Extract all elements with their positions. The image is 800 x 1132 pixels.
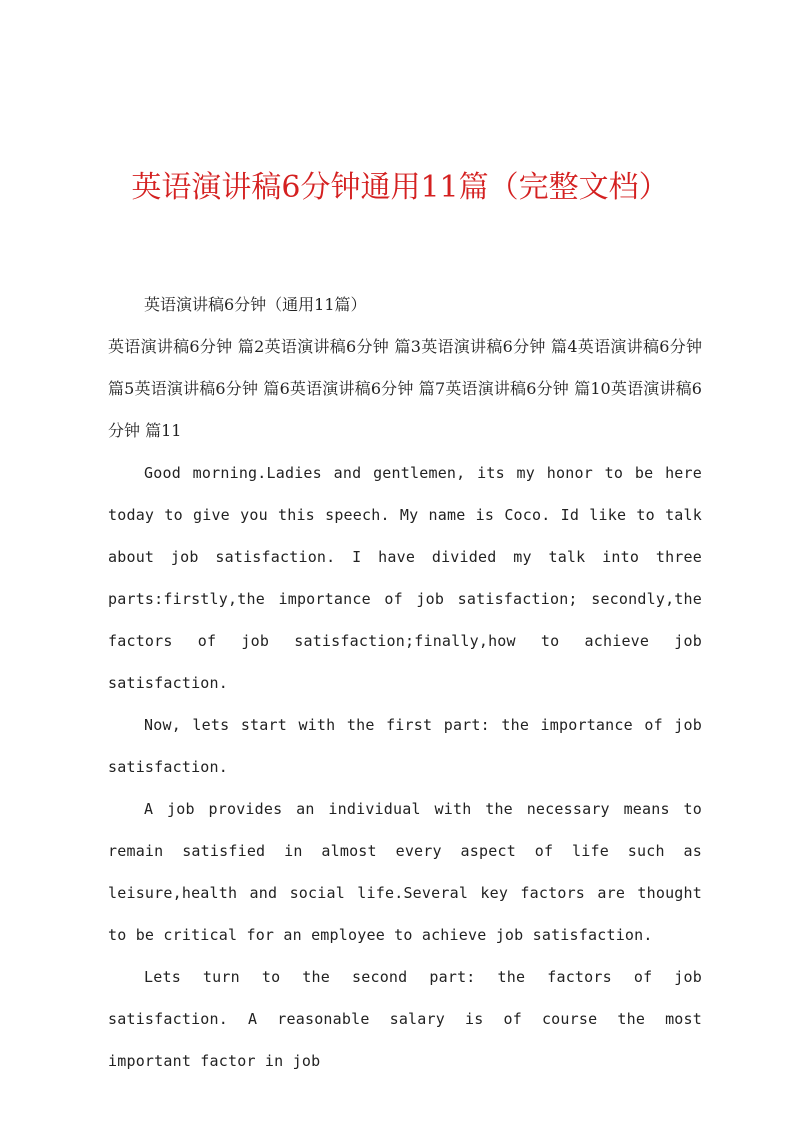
table-of-contents: 英语演讲稿6分钟 篇2英语演讲稿6分钟 篇3英语演讲稿6分钟 篇4英语演讲稿6分钟 篇5英语演讲稿6分钟 篇6英语演讲稿6分钟 篇7英语演讲稿6分钟 篇10英语演讲稿6分钟 篇11 bbox=[108, 337, 702, 440]
body-paragraph-4: Lets turn to the second part: the factors of job satisfaction. A reasonable salary is of course the most important factor in job bbox=[108, 968, 702, 1070]
body-paragraph-2: Now, lets start with the first part: the importance of job satisfaction. bbox=[108, 716, 702, 776]
document-subtitle: 英语演讲稿6分钟（通用11篇） bbox=[144, 295, 367, 314]
body-paragraph-1: Good morning.Ladies and gentlemen, its my honor to be here today to give you this speech. My name is Coco. Id like to talk about job satisfaction. I have divided my talk into three parts:firstly,the importance of job satisfaction; secondly,the factors of job satisfaction;finally,how to achieve job satisfaction. bbox=[108, 464, 702, 692]
body-paragraph-3: A job provides an individual with the necessary means to remain satisfied in almost every aspect of life such as leisure,health and social life.Several key factors are thought to be critical for an employee to achieve job satisfaction. bbox=[108, 800, 702, 944]
document-body bbox=[108, 284, 702, 1082]
document-title: 英语演讲稿6分钟通用11篇（完整文档） bbox=[131, 170, 669, 205]
